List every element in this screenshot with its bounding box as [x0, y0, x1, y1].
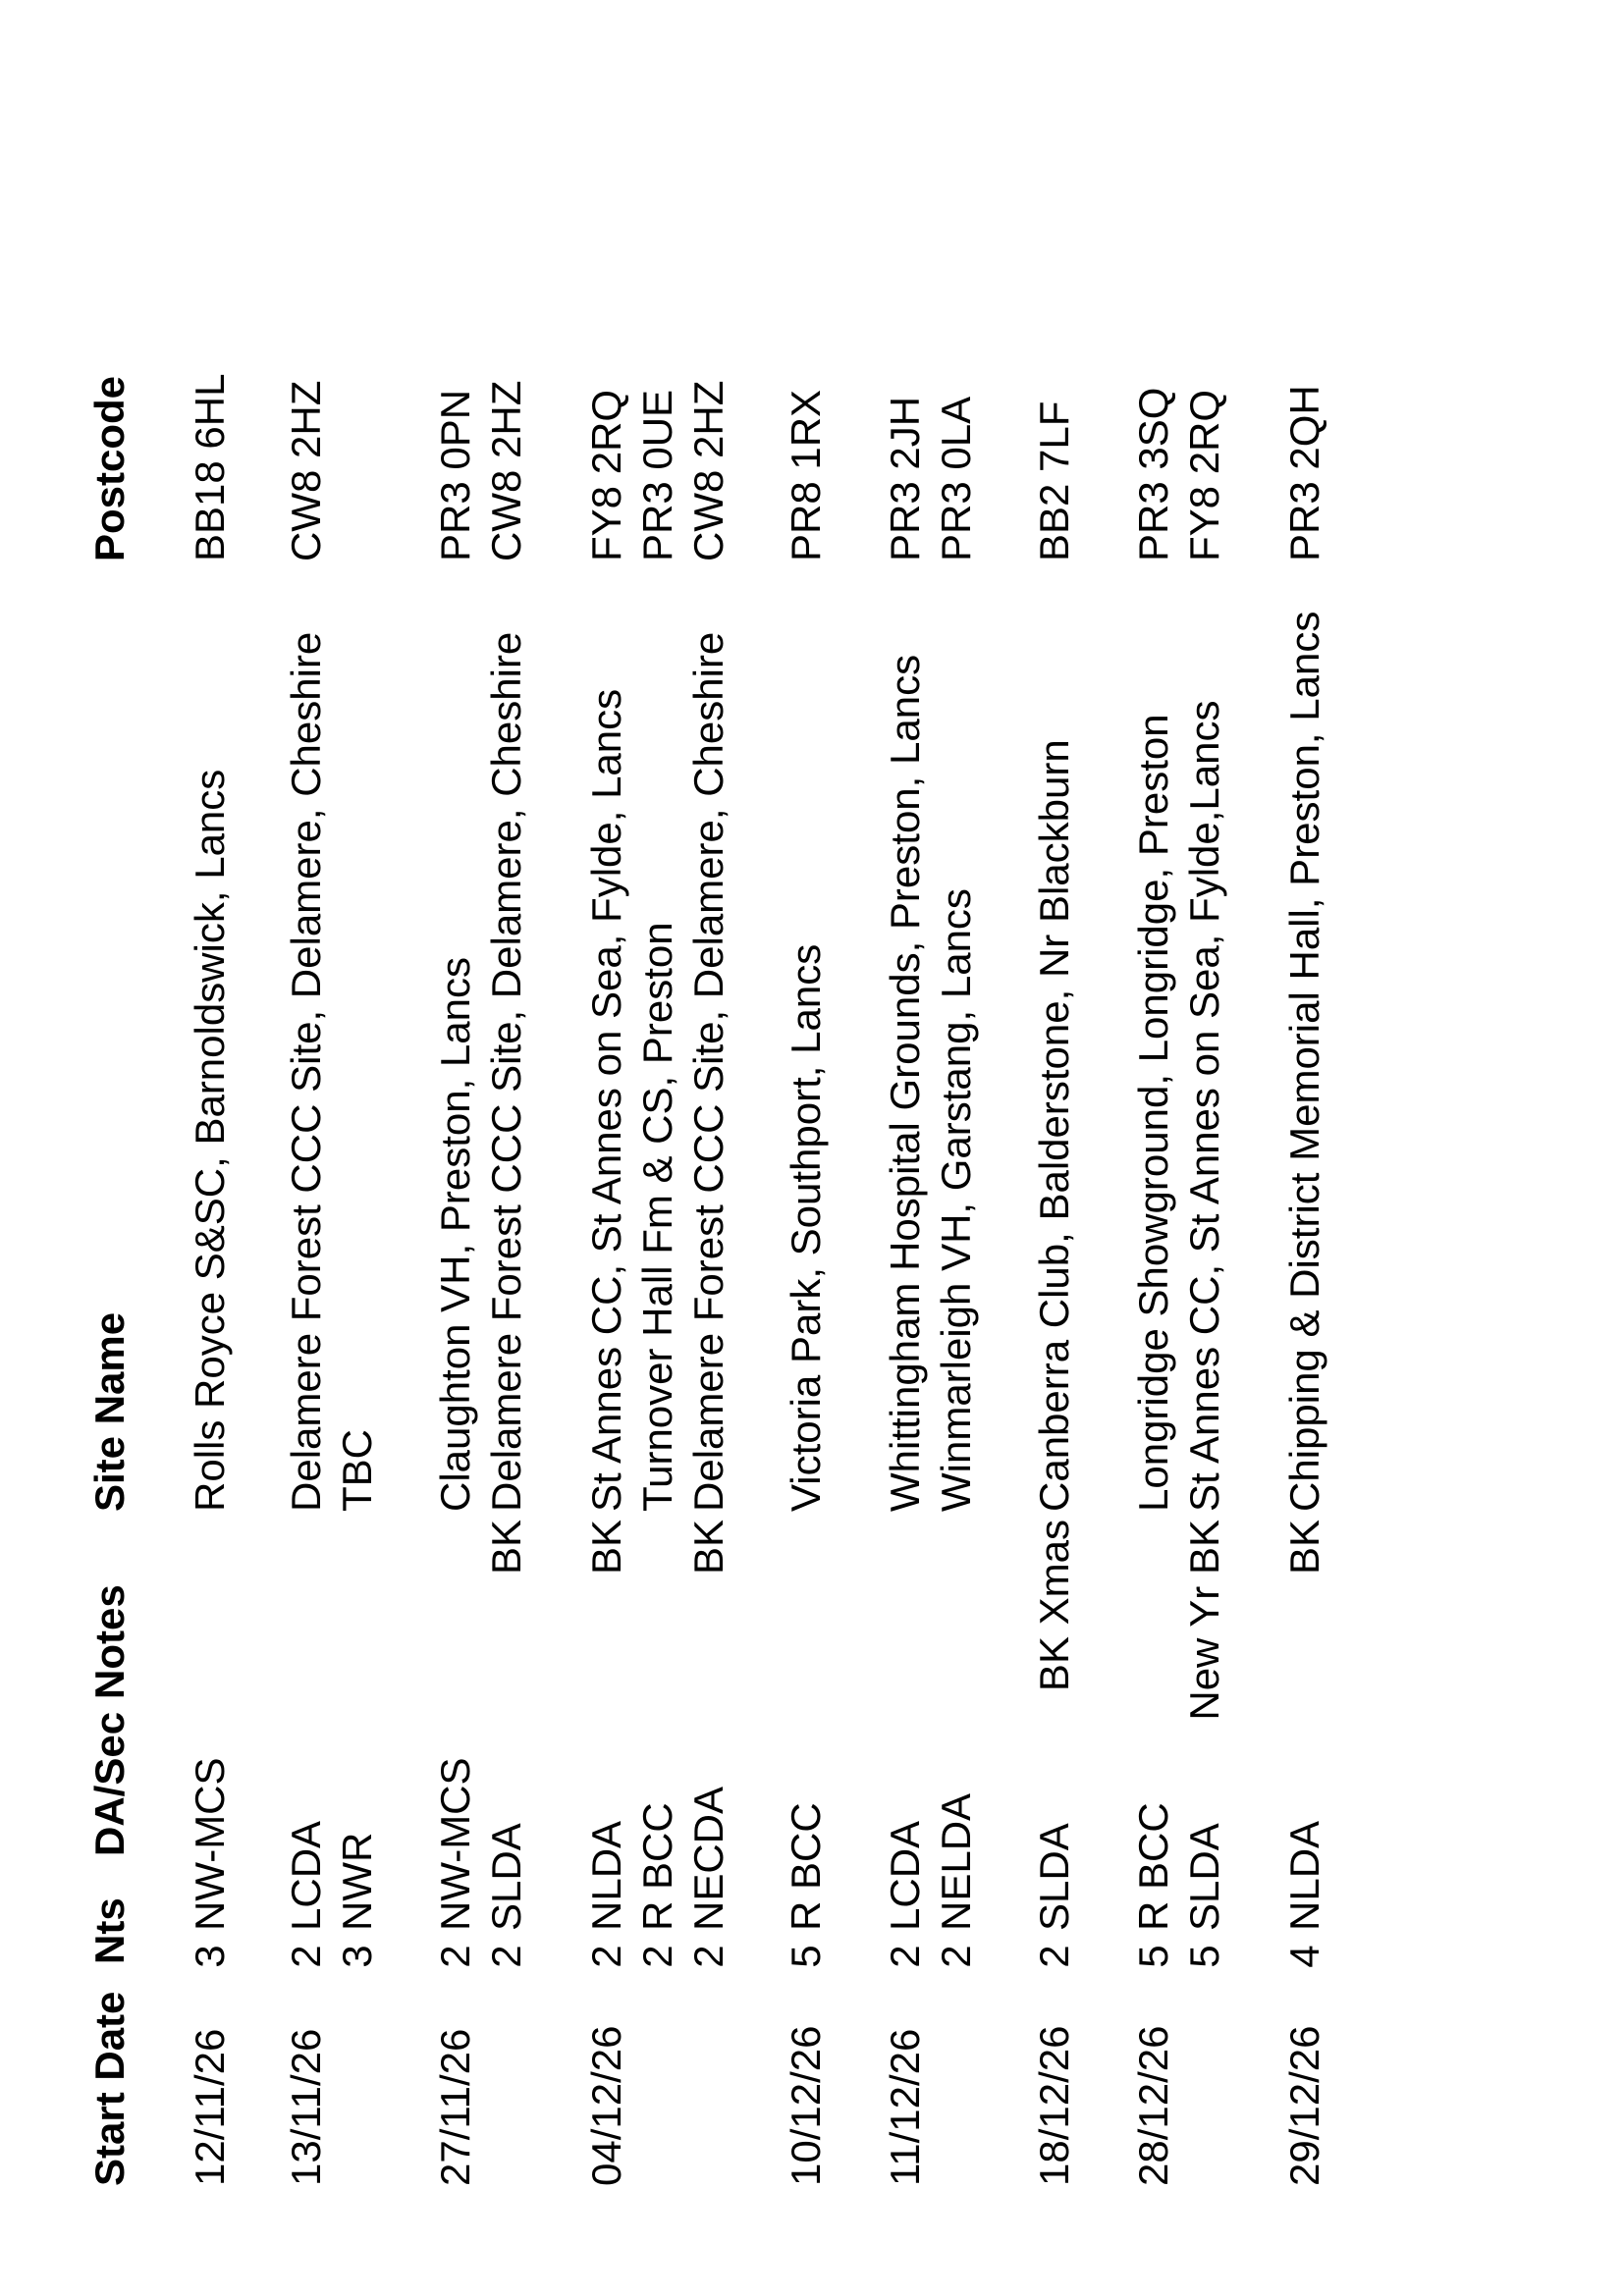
cell-da-sec: NECDA — [685, 1786, 731, 1931]
cell-site-name: TBC — [334, 1429, 380, 1512]
cell-notes: BK — [483, 1520, 529, 1575]
cell-nts: 2 — [583, 1945, 629, 1968]
cell-nts: 5 — [783, 1945, 829, 1968]
cell-da-sec: SLDA — [1181, 1823, 1227, 1931]
header-start-date: Start Date — [86, 1991, 133, 2186]
header-postcode: Postcode — [86, 375, 133, 561]
cell-postcode: PR3 0LA — [933, 396, 979, 561]
cell-postcode: PR8 1RX — [783, 389, 829, 561]
cell-site-name: Longridge Showground, Longridge, Preston — [1130, 714, 1176, 1512]
cell-da-sec: NW-MCS — [187, 1757, 233, 1931]
cell-site-name: Victoria Park, Southport, Lancs — [783, 943, 829, 1512]
cell-site-name: Delamere Forest CCC Site, Delamere, Cheshire — [483, 631, 529, 1512]
header-nts: Nts — [86, 1897, 133, 1964]
cell-da-sec: NELDA — [933, 1792, 979, 1931]
cell-da-sec: NW-MCS — [432, 1757, 478, 1931]
cell-da-sec: NLDA — [583, 1820, 629, 1931]
header-da-sec: DA/Sec — [86, 1711, 133, 1856]
cell-postcode: PR3 2QH — [1281, 385, 1327, 561]
cell-site-name: Claughton VH, Preston, Lancs — [432, 957, 478, 1512]
cell-site-name: St Annes CC, St Annes on Sea, Fylde, Lancs — [583, 688, 629, 1512]
cell-nts: 2 — [432, 1945, 478, 1968]
cell-postcode: PR3 0PN — [432, 389, 478, 561]
cell-notes: BK — [583, 1520, 629, 1575]
cell-nts: 2 — [882, 1945, 928, 1968]
cell-postcode: PR3 3SQ — [1130, 387, 1176, 561]
cell-notes: New Yr BK — [1181, 1520, 1227, 1721]
cell-da-sec: R BCC — [783, 1802, 829, 1931]
cell-site-name: St Annes CC, St Annes on Sea, Fylde,Lancs — [1181, 700, 1227, 1512]
cell-nts: 2 — [1031, 1945, 1077, 1968]
cell-da-sec: SLDA — [1031, 1823, 1077, 1931]
cell-postcode: BB18 6HL — [187, 373, 233, 561]
cell-site-name: Whittingham Hospital Grounds, Preston, Lancs — [882, 654, 928, 1512]
cell-nts: 2 — [933, 1945, 979, 1968]
cell-da-sec: NWR — [334, 1832, 380, 1931]
cell-nts: 3 — [334, 1945, 380, 1968]
cell-start-date: 29/12/26 — [1281, 2025, 1327, 2186]
cell-postcode: CW8 2HZ — [685, 380, 731, 561]
cell-postcode: FY8 2RQ — [583, 389, 629, 561]
cell-start-date: 18/12/26 — [1031, 2025, 1077, 2186]
header-site-name: Site Name — [86, 1311, 133, 1512]
cell-start-date: 11/12/26 — [882, 2028, 928, 2186]
cell-site-name: Delamere Forest CCC Site, Delamere, Cheshire — [283, 631, 329, 1512]
cell-site-name: Rolls Royce S&SC, Barnoldswick, Lancs — [187, 769, 233, 1512]
cell-site-name: Winmarleigh VH, Garstang, Lancs — [933, 888, 979, 1512]
cell-start-date: 10/12/26 — [783, 2025, 829, 2186]
cell-site-name: Chipping & District Memorial Hall, Preston, Lancs — [1281, 611, 1327, 1512]
cell-postcode: PR3 0UE — [634, 389, 680, 561]
cell-notes: BK — [685, 1520, 731, 1575]
cell-start-date: 28/12/26 — [1130, 2025, 1176, 2186]
cell-nts: 2 — [634, 1945, 680, 1968]
cell-nts: 2 — [685, 1945, 731, 1968]
header-notes: Notes — [86, 1584, 133, 1699]
cell-site-name: Delamere Forest CCC Site, Delamere, Cheshire — [685, 631, 731, 1512]
cell-start-date: 04/12/26 — [583, 2025, 629, 2186]
cell-site-name: Canberra Club, Balderstone, Nr Blackburn — [1031, 739, 1077, 1512]
cell-start-date: 27/11/26 — [432, 2028, 478, 2186]
cell-nts: 4 — [1281, 1945, 1327, 1968]
cell-nts: 5 — [1181, 1945, 1227, 1968]
cell-nts: 2 — [483, 1945, 529, 1968]
cell-da-sec: LCDA — [283, 1820, 329, 1931]
cell-nts: 2 — [283, 1945, 329, 1968]
cell-notes: BK Xmas — [1031, 1520, 1077, 1692]
cell-start-date: 12/11/26 — [187, 2028, 233, 2186]
cell-da-sec: R BCC — [634, 1802, 680, 1931]
cell-postcode: PR3 2JH — [882, 396, 928, 561]
cell-nts: 3 — [187, 1945, 233, 1968]
cell-da-sec: LCDA — [882, 1820, 928, 1931]
cell-start-date: 13/11/26 — [283, 2028, 329, 2186]
cell-notes: BK — [1281, 1520, 1327, 1575]
cell-da-sec: NLDA — [1281, 1820, 1327, 1931]
cell-site-name: Turnover Hall Fm & CS, Preston — [634, 922, 680, 1512]
cell-nts: 5 — [1130, 1945, 1176, 1968]
cell-da-sec: R BCC — [1130, 1802, 1176, 1931]
cell-da-sec: SLDA — [483, 1823, 529, 1931]
cell-postcode: CW8 2HZ — [483, 380, 529, 561]
cell-postcode: BB2 7LF — [1031, 400, 1077, 561]
cell-postcode: FY8 2RQ — [1181, 389, 1227, 561]
cell-postcode: CW8 2HZ — [283, 380, 329, 561]
